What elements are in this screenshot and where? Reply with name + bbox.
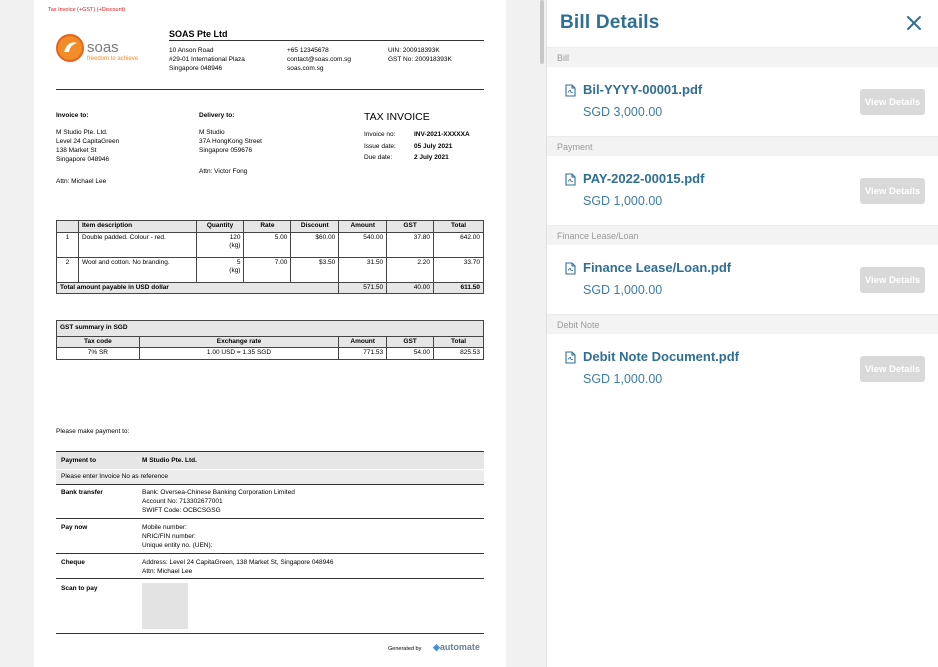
- item-total: 33.70: [434, 257, 484, 282]
- gst-amount: 771.53: [339, 348, 387, 360]
- table-row: [57, 257, 484, 282]
- payment-to-label: Payment to: [61, 457, 97, 464]
- panel-title: Bill Details: [560, 12, 660, 33]
- item-discount: $3.50: [291, 257, 339, 282]
- meta-label: Invoice no:: [364, 131, 396, 138]
- exchange-rate: 1.00 USD = 1.35 SGD: [139, 348, 338, 360]
- item-amount: 540.00: [339, 232, 387, 257]
- paynow-line: Mobile number:: [142, 524, 187, 531]
- payment-to-value: M Studio Pte. Ltd.: [142, 457, 197, 464]
- item-unit: (kg): [229, 267, 241, 274]
- section-header-debit-note: Debit Note: [547, 314, 938, 334]
- column-header: Rate: [244, 221, 291, 233]
- pdf-file-icon: [565, 173, 576, 186]
- address-line: Singapore 048946: [169, 65, 223, 72]
- gst-total: 825.53: [434, 348, 484, 360]
- items-table: [56, 220, 484, 294]
- item-amount: 31.50: [339, 257, 387, 282]
- item-unit: (kg): [229, 242, 241, 249]
- bill-details-panel: [547, 0, 938, 667]
- cheque-line: Attn: Michael Lee: [142, 568, 193, 575]
- item-discount: $60.00: [291, 232, 339, 257]
- column-header: Amount: [339, 336, 387, 348]
- generator-brand: [433, 642, 480, 653]
- company-uin: UIN: 200918393K: [388, 47, 440, 54]
- column-header: GST: [387, 336, 434, 348]
- invoice-type-tag: Tax Invoice (+GST) (+Discount): [48, 7, 126, 13]
- item-quantity: [196, 232, 244, 257]
- invoice-to-line: Singapore 048946: [56, 156, 110, 163]
- contact-email: contact@soas.com.sg: [287, 56, 352, 63]
- payment-intro: Please make payment to:: [56, 428, 130, 435]
- view-details-bill-button[interactable]: View Details: [860, 89, 925, 115]
- scan-to-pay-label: Scan to pay: [61, 585, 98, 592]
- debit-note-file-link[interactable]: Debit Note Document.pdf: [583, 349, 739, 364]
- column-header: GST: [387, 221, 434, 233]
- gst-value: 54.00: [387, 348, 434, 360]
- item-description: Double padded. Colour - red.: [78, 232, 196, 257]
- company-gst-no: GST No: 200918393K: [388, 56, 452, 63]
- invoice-to-line: Level 24 CapitaGreen: [56, 138, 120, 145]
- meta-label: Issue date:: [364, 142, 396, 150]
- column-header: Quantity: [196, 221, 244, 233]
- bank-transfer-label: Bank transfer: [61, 489, 103, 496]
- column-header: Amount: [339, 221, 387, 233]
- column-header: Total: [434, 221, 484, 233]
- total-label: Total amount payable in USD dollar: [57, 282, 339, 294]
- gst-summary-table: [56, 320, 484, 360]
- column-header: Discount: [291, 221, 339, 233]
- preview-scrollbar-thumb[interactable]: [540, 0, 544, 64]
- generated-by-label: Generated by: [388, 646, 422, 652]
- item-quantity-value: 120: [229, 233, 241, 241]
- column-header: Tax code: [57, 336, 140, 348]
- delivery-to-line: M Studio: [199, 129, 225, 136]
- generator-brand-text: automate: [439, 642, 480, 652]
- bank-line: Bank: Oversea-Chinese Banking Corporation Limited: [142, 489, 295, 496]
- finance-lease-amount: SGD 1,000.00: [583, 283, 663, 297]
- invoice-document: [34, 0, 506, 667]
- soas-logo-icon: [56, 32, 156, 66]
- gst-summary-title: GST summary in SGD: [57, 321, 484, 337]
- item-no: 2: [57, 257, 79, 282]
- payment-file-link[interactable]: PAY-2022-00015.pdf: [583, 171, 705, 186]
- cheque-line: Address: Level 24 CapitaGreen, 138 Market St, Singapore 048946: [142, 559, 334, 566]
- item-description: Wool and cotton. No branding.: [78, 257, 196, 282]
- table-row: [57, 348, 484, 360]
- section-rule: [56, 89, 484, 90]
- column-header: Exchange rate: [139, 336, 338, 348]
- delivery-to-line: 37A HongKong Street: [199, 138, 262, 145]
- payment-rule: [56, 553, 484, 554]
- item-quantity: [196, 257, 244, 282]
- address-line: 10 Anson Road: [169, 47, 214, 54]
- footer-rule: [56, 633, 484, 634]
- payment-to-band: [56, 452, 484, 469]
- paynow-label: Pay now: [61, 524, 88, 531]
- item-no: 1: [57, 232, 79, 257]
- total-row: [57, 282, 484, 294]
- item-rate: 7.00: [244, 257, 291, 282]
- item-gst: 2.20: [387, 257, 434, 282]
- contact-phone: +65 12345678: [287, 47, 329, 54]
- payment-rule: [56, 484, 484, 485]
- paynow-line: NRIC/FIN number:: [142, 533, 196, 540]
- delivery-to-label: Delivery to:: [199, 112, 235, 119]
- qr-code-placeholder: [142, 583, 188, 629]
- item-quantity-value: 5: [236, 258, 241, 266]
- item-rate: 5.00: [244, 232, 291, 257]
- automate-logo-icon: ◈: [433, 642, 440, 652]
- item-gst: 37.80: [387, 232, 434, 257]
- gst-title-row: [57, 321, 484, 337]
- section-header-payment: Payment: [547, 136, 938, 156]
- bill-amount: SGD 3,000.00: [583, 105, 663, 119]
- section-header-finance-lease: Finance Lease/Loan: [547, 225, 938, 245]
- header-rule: [169, 40, 484, 41]
- invoice-attn: Attn: Michael Lee: [56, 178, 107, 185]
- view-details-debit-note-button[interactable]: View Details: [860, 356, 925, 382]
- payment-rule: [56, 578, 484, 579]
- item-total: 642.00: [434, 232, 484, 257]
- invoice-number: INV-2021-XXXXXA: [414, 131, 470, 138]
- column-header: Item description: [78, 221, 196, 233]
- close-icon[interactable]: [905, 14, 923, 32]
- column-header: [57, 221, 79, 233]
- bank-line: SWIFT Code: OCBCSGSG: [142, 507, 221, 514]
- bank-line: Account No: 713302677001: [142, 498, 223, 505]
- column-header: Total: [434, 336, 484, 348]
- section-header-bill: Bill: [547, 47, 938, 67]
- logo-tagline: freedom to achieve: [87, 56, 139, 62]
- cheque-label: Cheque: [61, 559, 85, 566]
- view-details-finance-lease-button[interactable]: View Details: [860, 267, 925, 293]
- debit-note-amount: SGD 1,000.00: [583, 372, 663, 386]
- address-line: #29-01 International Plaza: [169, 56, 245, 63]
- payment-rule: [56, 518, 484, 519]
- gst-header-row: [57, 336, 484, 348]
- preview-scrollbar-track[interactable]: [538, 0, 546, 667]
- table-row: [57, 232, 484, 257]
- total-total: 611.50: [434, 282, 484, 294]
- pdf-file-icon: [565, 262, 576, 275]
- pdf-file-icon: [565, 84, 576, 97]
- pdf-file-icon: [565, 351, 576, 364]
- finance-lease-file-link[interactable]: Finance Lease/Loan.pdf: [583, 260, 732, 275]
- paynow-line: Unique entity no. (UEN):: [142, 542, 213, 549]
- document-title: TAX INVOICE: [364, 111, 430, 123]
- reference-note: Please enter Invoice No as reference: [61, 473, 168, 480]
- meta-label: Due date:: [364, 154, 393, 161]
- tax-code: 7% SR: [57, 348, 140, 360]
- delivery-attn: Attn: Victor Fong: [199, 168, 248, 175]
- payment-amount: SGD 1,000.00: [583, 194, 663, 208]
- invoice-to-line: M Studio Pte. Ltd.: [56, 129, 108, 136]
- contact-website: soas.com.sg: [287, 65, 324, 72]
- invoice-to-line: 138 Market St: [56, 147, 97, 154]
- total-amount: 571.50: [339, 282, 387, 294]
- invoice-to-label: Invoice to:: [56, 112, 89, 119]
- company-name: SOAS Pte Ltd: [169, 29, 228, 39]
- view-details-payment-button[interactable]: View Details: [860, 178, 925, 204]
- due-date: 2 July 2021: [414, 154, 449, 161]
- bill-file-link[interactable]: Bil-YYYY-00001.pdf: [583, 82, 703, 97]
- issue-date: 05 July 2021: [414, 142, 453, 150]
- total-gst: 40.00: [387, 282, 434, 294]
- company-logo: [56, 32, 156, 66]
- delivery-to-line: Singapore 059676: [199, 147, 253, 154]
- items-header-row: [57, 221, 484, 233]
- logo-wordmark: soas: [87, 39, 119, 56]
